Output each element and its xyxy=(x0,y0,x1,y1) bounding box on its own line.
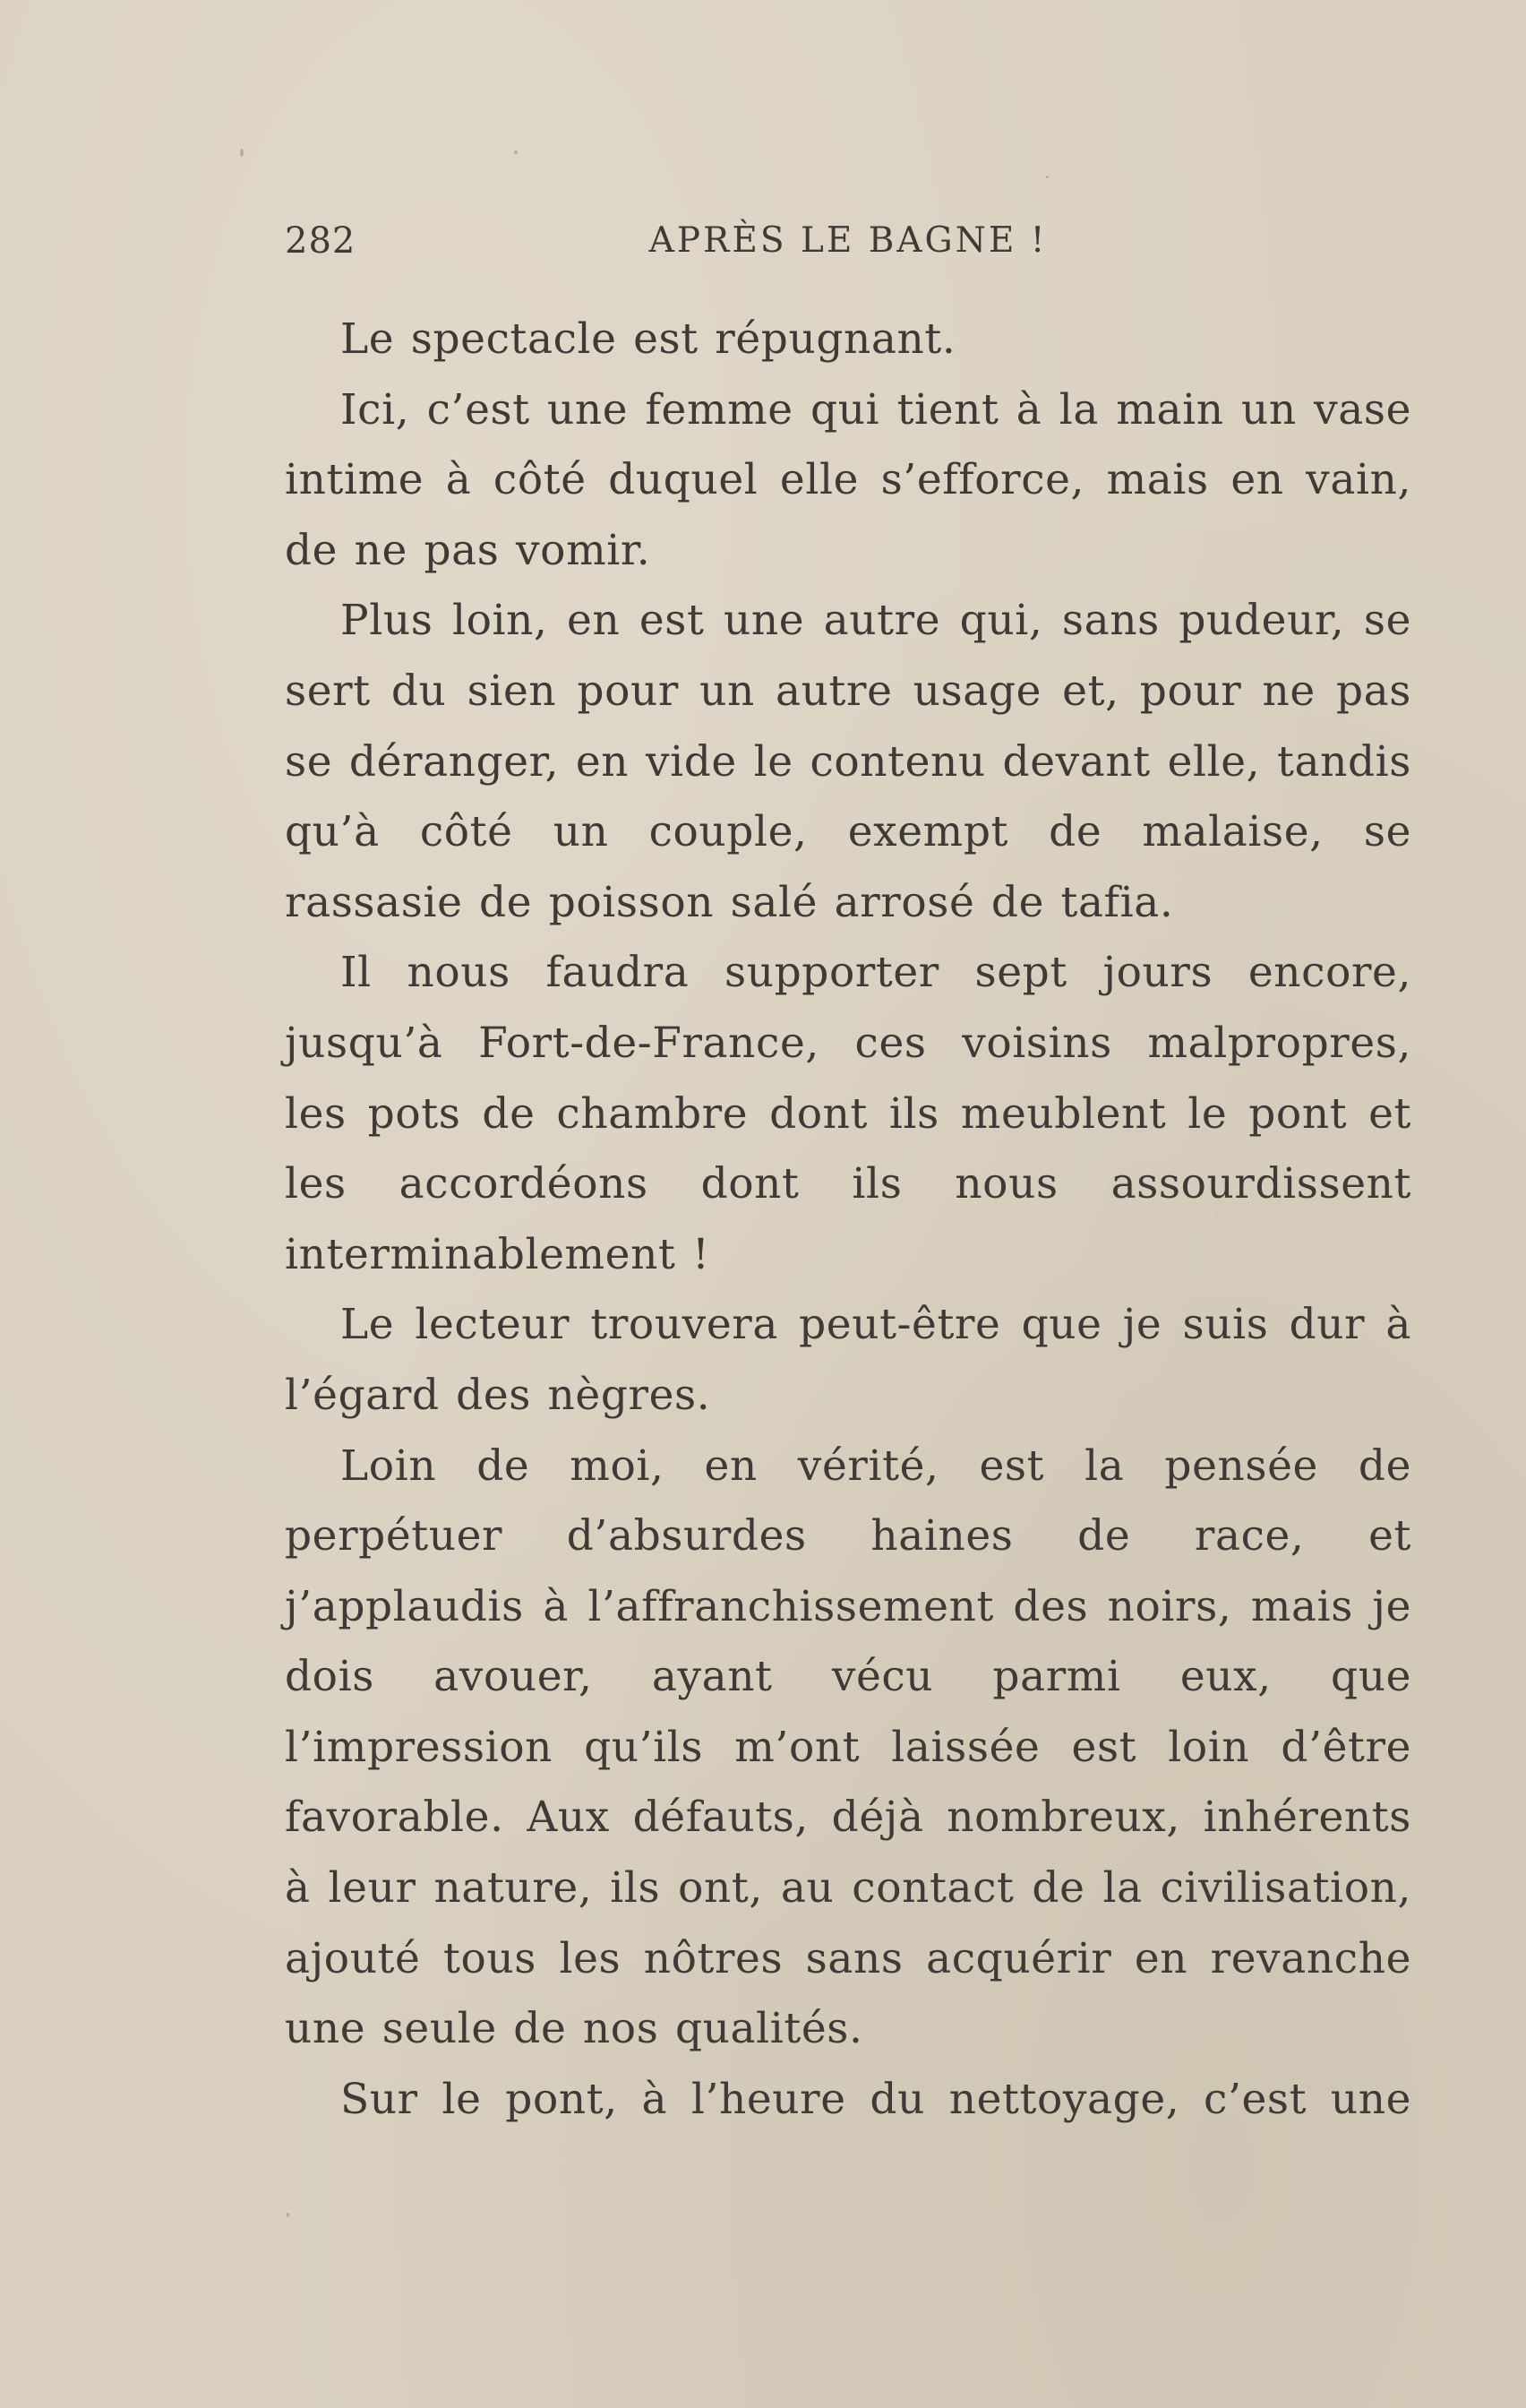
paper-speck xyxy=(240,149,244,157)
paper-speck xyxy=(1046,176,1049,178)
paper-speck xyxy=(514,150,518,154)
paragraph: Plus loin, en est une autre qui, sans pudeur, se sert du sien pour un autre usage et, pour ne pas se déranger, en vide le contenu devant elle, tandis qu’à côté un couple, exempt de malaise, se rassasie de poisson salé arrosé de tafia. xyxy=(285,596,1411,927)
running-title: APRÈS LE BAGNE ! xyxy=(648,220,1048,261)
paragraph: Ici, c’est une femme qui tient à la main un vase intime à côté duquel elle s’efforce, mais en vain, de ne pas vomir. xyxy=(285,384,1411,575)
paragraph: Le lecteur trouvera peut-être que je suis dur à l’égard des nègres. xyxy=(285,1300,1411,1420)
paragraph: Il nous faudra supporter sept jours encore, jusqu’à Fort-de-France, ces voisins malpropres, les pots de chambre dont ils meublent le pont et les accordéons dont ils nous assourdissent interminablement ! xyxy=(285,948,1411,1279)
paragraph: Loin de moi, en vérité, est la pensée de perpétuer d’absurdes haines de race, et j’applaudis à l’affranchissement des noirs, mais je dois avouer, ayant vécu parmi eux, que l’impression qu’ils m’ont laissée est loin d’être favorable. Aux défauts, déjà nombreux, inhérents à leur nature, ils ont, au contact de la civilisation, ajouté tous les nôtres sans acquérir en revanche une seule de nos qualités. xyxy=(285,1440,1411,2054)
running-head xyxy=(285,220,1411,271)
paragraph: Sur le pont, à l’heure du nettoyage, c’est une xyxy=(340,2074,1411,2124)
body-text xyxy=(285,305,1411,2135)
page-number: 282 xyxy=(285,220,356,262)
paper-speck xyxy=(287,2213,289,2217)
paragraph: Le spectacle est répugnant. xyxy=(340,314,956,364)
